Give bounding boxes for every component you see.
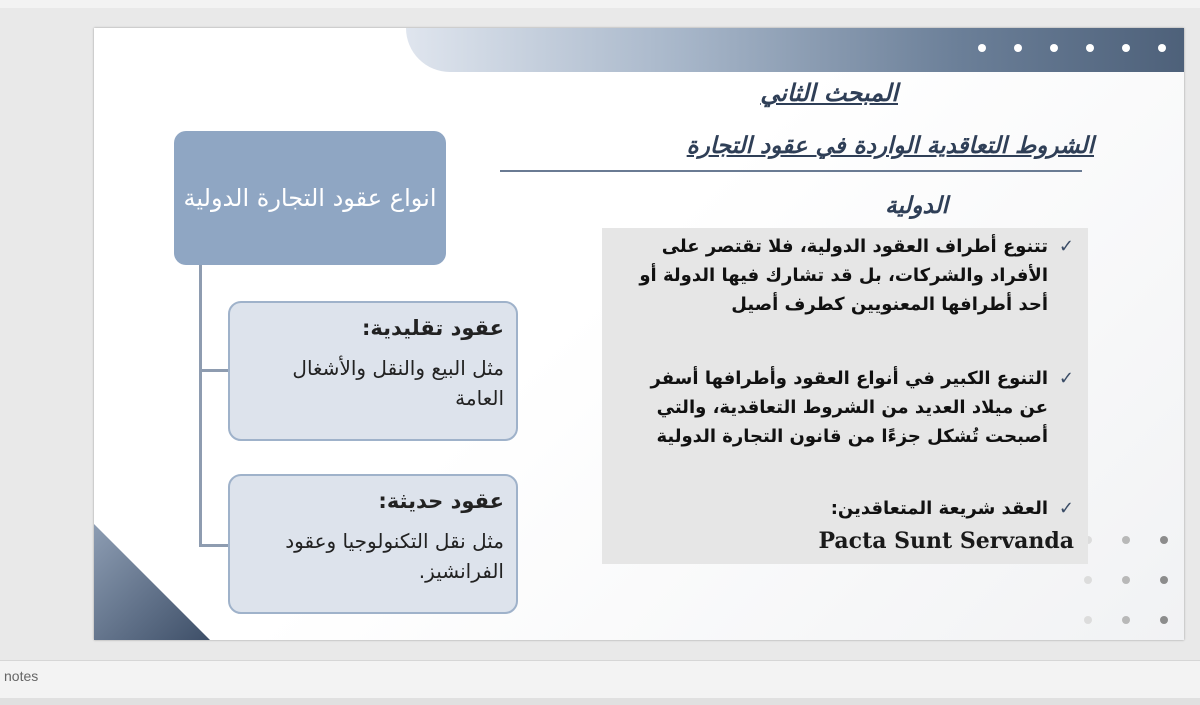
diagram-connector-horizontal [199,544,229,547]
title-underline [500,170,1082,172]
dot [1160,536,1168,544]
dot [1160,616,1168,624]
dot [1086,44,1094,52]
check-icon: ✓ [1058,498,1074,519]
decorative-corner-triangle [94,524,210,640]
notes-pane[interactable] [0,660,1200,699]
bullet-item [618,364,1074,451]
category-title: عقود تقليدية: [361,316,504,340]
notes-placeholder: notes [4,668,39,684]
diagram-header-box [174,131,446,265]
diagram-header-text: انواع عقود التجارة الدولية [183,184,437,212]
dot [1158,44,1166,52]
dot [1160,576,1168,584]
dot [1122,576,1130,584]
category-text: مثل نقل التكنولوجيا وعقود الفرانشيز. [285,529,504,583]
category-box-traditional [228,301,518,441]
bullet-item [618,494,1074,523]
dot [1122,44,1130,52]
bullet-text: تتنوع أطراف العقود الدولية، فلا تقتصر على الأفراد والشركات، بل قد تشارك فيها الدولة أو أحد أطرافها المعنويين كطرف أصيل [639,236,1048,315]
dot [1084,616,1092,624]
decorative-top-band [406,28,1184,72]
dot [1122,536,1130,544]
dot [978,44,986,52]
dot [1014,44,1022,52]
category-text: مثل البيع والنقل والأشغال العامة [292,356,504,410]
bullet-text: العقد شريعة المتعاقدين: [830,498,1048,519]
status-bar [0,698,1200,705]
check-icon: ✓ [1058,236,1074,257]
band-dots [978,44,1166,52]
slide-title-line2: الشروط التعاقدية الواردة في عقود التجارة [686,132,1094,159]
diagram-connector-vertical [199,264,202,546]
dot [1084,576,1092,584]
dot [1122,616,1130,624]
diagram-connector-horizontal [199,369,229,372]
slide-title-line3: الدولية [885,192,948,219]
category-title: عقود حديثة: [378,489,504,513]
check-icon: ✓ [1058,368,1074,389]
dot [1050,44,1058,52]
bullet-text: التنوع الكبير في أنواع العقود وأطرافها أسفر عن ميلاد العديد من الشروط التعاقدية، والتي أصبحت تُشكل جزءًا من قانون التجارة الدولية [650,368,1048,447]
slide-title-line1: المبحث الثاني [760,78,898,107]
top-bar [0,0,1200,8]
latin-phrase: Pacta Sunt Servanda [818,528,1074,554]
category-box-modern [228,474,518,614]
bullet-item [628,232,1074,319]
bullets-panel [602,228,1088,564]
slide-canvas[interactable] [94,28,1184,640]
